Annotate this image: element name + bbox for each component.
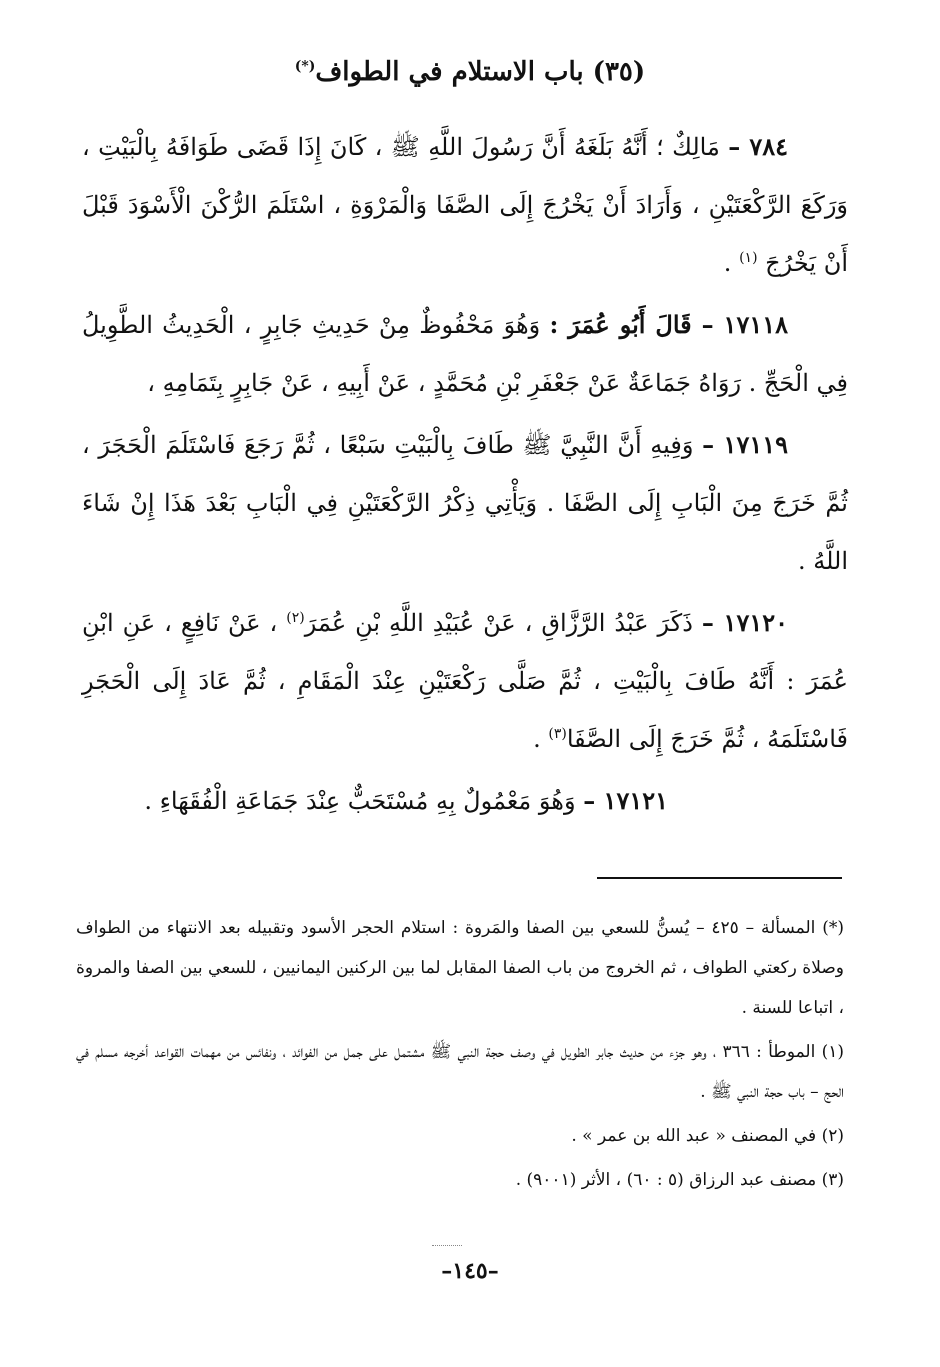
chapter-title-text: (٣٥) باب الاستلام في الطواف	[315, 57, 646, 87]
paragraph-text-continued: ، عَنْ نَافِعٍ ، عَنِ ابْنِ عُمَرَ : أَنَّهُ طَافَ بِالْبَيْتِ ، ثُمَّ صَلَّى رَكْعَتَيْنِ عِنْدَ الْمَقَامِ ، ثُمَّ عَادَ إِلَى الْحَجَرِ فَاسْتَلَمَهُ ، ثُمَّ خَرَجَ إِلَى الصَّفَا	[82, 609, 848, 753]
paragraph-tail: .	[533, 725, 549, 753]
paragraph-text: ذَكَرَ عَبْدُ الرَّزَّاقِ ، عَنْ عُبَيْدِ اللَّهِ بْنِ عُمَرَ	[304, 609, 702, 637]
footnote-item: (١) الموطأ : ٣٦٦ ، وهو جزء من حديث جابر الطويل في وصف حجة النبي ﷺ مشتمل على جمل من الفوائد ، ونفائس من مهمات القواعد أخرجه مسلم في الحج – باب حجة النبي ﷺ .	[76, 1042, 845, 1102]
paragraph-number: ١٧١٢٠ –	[701, 608, 788, 637]
paragraph-number: ١٧١١٩ –	[702, 430, 788, 459]
paragraph-text: وَفِيهِ أَنَّ النَّبِيَّ ﷺ طَافَ بِالْبَيْتِ سَبْعًا ، ثُمَّ رَجَعَ فَاسْتَلَمَ الْحَجَرَ ، ثُمَّ خَرَجَ مِنَ الْبَابِ إِلَى الصَّفَا . وَيَأْتِي ذِكْرُ الرَّكْعَتَيْنِ فِي الْبَابِ بَعْدَ هَذَا إِنْ شَاءَ اللَّهُ .	[82, 431, 848, 575]
footnote-ref: (٣)	[548, 726, 567, 742]
footnote-item: (٢) في المصنف « عبد الله بن عمر » .	[571, 1126, 844, 1146]
paragraph-text: مَالِكٌ ؛ أَنَّهُ بَلَغَهُ أَنَّ رَسُولَ اللَّهِ ﷺ ، كَانَ إِذَا قَضَى طَوَافَهُ بِالْبَيْتِ ، وَرَكَعَ الرَّكْعَتَيْنِ ، وَأَرَادَ أَنْ يَخْرُجَ إِلَى الصَّفَا وَالْمَرْوَةِ ، اسْتَلَمَ الرُّكْنَ الْأَسْوَدَ قَبْلَ أَنْ يَخْرُجَ	[82, 133, 848, 277]
scan-mark	[432, 1245, 462, 1246]
chapter-title	[0, 52, 940, 92]
paragraph-17120	[82, 594, 848, 768]
footnote-item: (٣) مصنف عبد الرزاق (٥ : ٦٠) ، الأثر (٩٠٠١) .	[515, 1170, 844, 1190]
footnotes	[76, 908, 844, 1204]
main-text	[82, 118, 848, 834]
footnote-divider	[597, 877, 842, 879]
paragraph-text: وَهُوَ مَعْمُولٌ بِهِ مُسْتَحَبٌّ عِنْدَ جَمَاعَةِ الْفُقَهَاءِ .	[144, 787, 584, 815]
paragraph-17119	[82, 416, 848, 590]
paragraph-text: وَهُوَ مَحْفُوظٌ مِنْ حَدِيثِ جَابِرٍ ، الْحَدِيثُ الطَّوِيلُ فِي الْحَجِّ . رَوَاهُ جَمَاعَةٌ عَنْ جَعْفَرِ بْنِ مُحَمَّدٍ ، عَنْ أَبِيهِ ، عَنْ جَابِرٍ بِتَمَامِهِ ،	[82, 311, 848, 397]
paragraph-784	[82, 118, 848, 292]
paragraph-number: ١٧١١٨ – قَالَ أَبُو عُمَرَ :	[549, 310, 788, 339]
paragraph-17121	[82, 772, 848, 830]
paragraph-tail: .	[723, 249, 740, 277]
footnote-item: (*) المسألة – ٤٢٥ – يُسنُّ للسعي بين الصفا والمَروة : استلام الحجر الأسود وتقبيله بعد الانتهاء من الطواف وصلاة ركعتي الطواف ، ثم الخروج من باب الصفا المقابل لما بين الركنين اليمانيين ، للسعي بين الصفا والمروة ، اتباعا للسنة .	[76, 918, 844, 1018]
paragraph-17118	[82, 296, 848, 412]
footnote-ref: (١)	[739, 250, 758, 266]
footnote-ref: (٢)	[286, 610, 305, 626]
page-number: –١٤٥–	[441, 1258, 499, 1284]
paragraph-number: ١٧١٢١ –	[583, 786, 668, 815]
paragraph-number: ٧٨٤ –	[728, 132, 788, 161]
chapter-footnote-mark: (*)	[294, 58, 316, 75]
